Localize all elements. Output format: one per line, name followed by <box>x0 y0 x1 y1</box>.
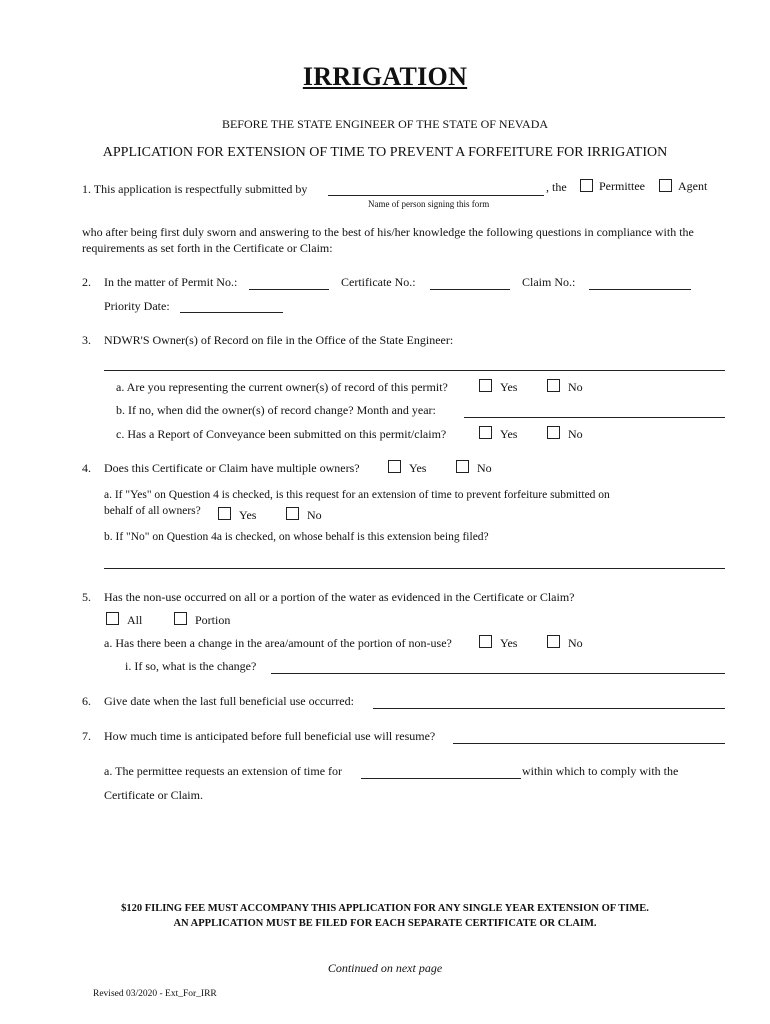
q5a-yes-checkbox[interactable] <box>479 635 492 648</box>
q4b-label: b. If "No" on Question 4a is checked, on whose behalf is this extension being filed? <box>104 531 489 543</box>
portion-label: Portion <box>195 613 231 627</box>
q4-label: Does this Certificate or Claim have multiple owners? <box>104 461 360 475</box>
q1-the-text: , the <box>546 180 567 194</box>
q5-number: 5. <box>82 590 91 604</box>
q7a-label-line2: Certificate or Claim. <box>104 788 203 802</box>
q7a-after-text: within which to comply with the <box>522 764 679 778</box>
q5a-no-checkbox[interactable] <box>547 635 560 648</box>
resume-time-field[interactable] <box>453 743 725 744</box>
last-use-date-field[interactable] <box>373 708 725 709</box>
q5a-label: a. Has there been a change in the area/amount of the portion of non-use? <box>104 636 452 650</box>
q7-label: How much time is anticipated before full beneficial use will resume? <box>104 729 436 743</box>
q5-label: Has the non-use occurred on all or a portion of the water as evidenced in the Certificate or Claim? <box>104 590 575 604</box>
agent-checkbox[interactable] <box>659 179 672 192</box>
filing-fee-notice: $120 FILING FEE MUST ACCOMPANY THIS APPLICATION FOR ANY SINGLE YEAR EXTENSION OF TIME. <box>121 903 649 914</box>
q6-label: Give date when the last full beneficial use occurred: <box>104 694 354 708</box>
permittee-checkbox[interactable] <box>580 179 593 192</box>
change-description-field[interactable] <box>271 673 725 674</box>
continued-note: Continued on next page <box>327 961 443 975</box>
q3a-yes-checkbox[interactable] <box>479 379 492 392</box>
owner-change-date-field[interactable] <box>464 417 725 418</box>
q3c-label: c. Has a Report of Conveyance been submitted on this permit/claim? <box>116 427 447 441</box>
oath-paragraph: who after being first duly sworn and answering to the best of his/her knowledge the following questions in compliance with the requirements as set forth in the Certificate or Claim: <box>82 225 694 255</box>
q4a-yes-checkbox[interactable] <box>218 507 231 520</box>
q4-number: 4. <box>82 461 91 475</box>
owner-of-record-field[interactable] <box>104 370 725 371</box>
applicant-name-field[interactable] <box>328 195 544 196</box>
all-checkbox[interactable] <box>106 612 119 625</box>
q3a-yes-label: Yes <box>500 380 518 394</box>
claim-no-field[interactable] <box>589 289 691 290</box>
form-title: IRRIGATION <box>302 62 468 91</box>
q5ai-label: i. If so, what is the change? <box>125 659 257 673</box>
q3-number: 3. <box>82 333 91 347</box>
q1-label: 1. This application is respectfully submitted by <box>82 182 308 196</box>
permittee-label: Permittee <box>599 179 645 193</box>
portion-checkbox[interactable] <box>174 612 187 625</box>
q3c-yes-checkbox[interactable] <box>479 426 492 439</box>
q3a-no-checkbox[interactable] <box>547 379 560 392</box>
q3c-no-label: No <box>568 427 583 441</box>
form-heading: APPLICATION FOR EXTENSION OF TIME TO PREVENT A FORFEITURE FOR IRRIGATION <box>102 145 668 160</box>
name-caption: Name of person signing this form <box>368 199 490 209</box>
q4-no-label: No <box>477 461 492 475</box>
q5a-no-label: No <box>568 636 583 650</box>
q4a-no-checkbox[interactable] <box>286 507 299 520</box>
permit-no-label: In the matter of Permit No.: <box>104 275 238 289</box>
q6-number: 6. <box>82 694 91 708</box>
priority-date-label: Priority Date: <box>104 299 170 313</box>
q4a-label-line2: behalf of all owners? <box>104 505 201 517</box>
extension-time-field[interactable] <box>361 778 521 779</box>
q3b-label: b. If no, when did the owner(s) of record change? Month and year: <box>116 403 436 417</box>
q3c-no-checkbox[interactable] <box>547 426 560 439</box>
certificate-no-field[interactable] <box>430 289 510 290</box>
certificate-no-label: Certificate No.: <box>341 275 416 289</box>
q7a-label: a. The permittee requests an extension of time for <box>104 764 343 778</box>
q3c-yes-label: Yes <box>500 427 518 441</box>
q4-yes-label: Yes <box>409 461 427 475</box>
q2-number: 2. <box>82 275 91 289</box>
claim-no-label: Claim No.: <box>522 275 576 289</box>
priority-date-field[interactable] <box>180 312 283 313</box>
q3a-label: a. Are you representing the current owner(s) of record of this permit? <box>116 380 448 394</box>
q3-label: NDWR'S Owner(s) of Record on file in the Office of the State Engineer: <box>104 333 454 347</box>
q4a-no-label: No <box>307 508 322 522</box>
form-subtitle: BEFORE THE STATE ENGINEER OF THE STATE OF NEVADA <box>221 117 549 131</box>
all-label: All <box>127 613 143 627</box>
separate-application-notice: AN APPLICATION MUST BE FILED FOR EACH SEPARATE CERTIFICATE OR CLAIM. <box>173 918 597 929</box>
q5a-yes-label: Yes <box>500 636 518 650</box>
revision-footer: Revised 03/2020 - Ext_For_IRR <box>93 989 217 999</box>
agent-label: Agent <box>678 179 708 193</box>
q3a-no-label: No <box>568 380 583 394</box>
permit-no-field[interactable] <box>249 289 329 290</box>
q4a-label-line1: a. If "Yes" on Question 4 is checked, is this request for an extension of time to prevent forfeiture submitted on <box>104 489 610 501</box>
q4a-yes-label: Yes <box>239 508 257 522</box>
q4-yes-checkbox[interactable] <box>388 460 401 473</box>
q7-number: 7. <box>82 729 91 743</box>
q4b-behalf-field[interactable] <box>104 568 725 569</box>
q4-no-checkbox[interactable] <box>456 460 469 473</box>
